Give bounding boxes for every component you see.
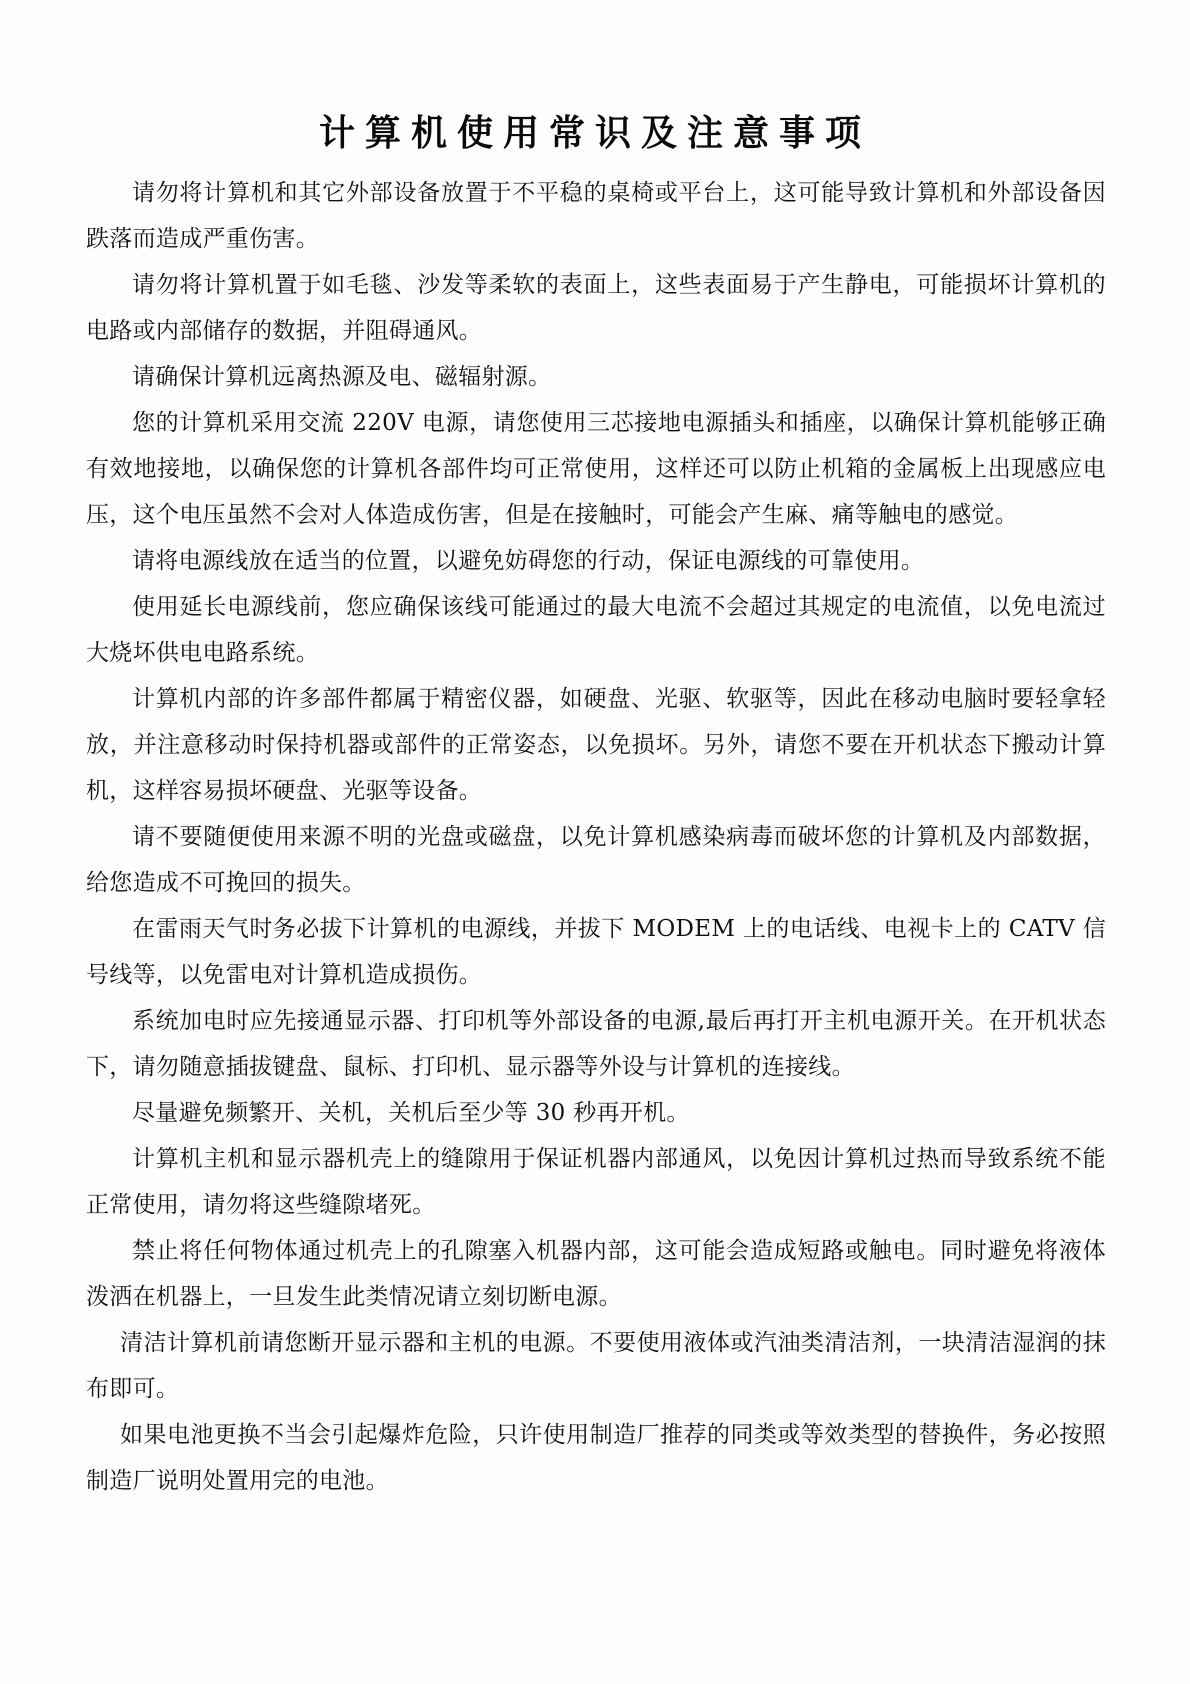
paragraph-3: 请确保计算机远离热源及电、磁辐射源。 bbox=[132, 364, 552, 390]
paragraph-11: 尽量避免频繁开、关机，关机后至少等 30 秒再开机。 bbox=[132, 1100, 690, 1126]
paragraph-12: 计算机主机和显示器机壳上的缝隙用于保证机器内部通风，以免因计算机过热而导致系统不能正常使用，请勿将这些缝隙堵死。 bbox=[86, 1146, 1106, 1218]
page-title: 计算机使用常识及注意事项 bbox=[318, 113, 871, 154]
paragraph-8: 请不要随便使用来源不明的光盘或磁盘，以免计算机感染病毒而破坏您的计算机及内部数据，给您造成不可挽回的损失。 bbox=[86, 824, 1106, 896]
paragraph-14: 清洁计算机前请您断开显示器和主机的电源。不要使用液体或汽油类清洁剂，一块清洁湿润的抹布即可。 bbox=[86, 1330, 1106, 1402]
paragraph-7: 计算机内部的许多部件都属于精密仪器，如硬盘、光驱、软驱等，因此在移动电脑时要轻拿轻放，并注意移动时保持机器或部件的正常姿态，以免损坏。另外，请您不要在开机状态下搬动计算机，这样容易损坏硬盘、光驱等设备。 bbox=[86, 686, 1106, 804]
paragraph-10: 系统加电时应先接通显示器、打印机等外部设备的电源,最后再打开主机电源开关。在开机状态下，请勿随意插拔键盘、鼠标、打印机、显示器等外设与计算机的连接线。 bbox=[86, 1008, 1106, 1080]
paragraph-13: 禁止将任何物体通过机壳上的孔隙塞入机器内部，这可能会造成短路或触电。同时避免将液体泼洒在机器上，一旦发生此类情况请立刻切断电源。 bbox=[86, 1238, 1106, 1310]
paragraph-15: 如果电池更换不当会引起爆炸危险，只许使用制造厂推荐的同类或等效类型的替换件，务必按照制造厂说明处置用完的电池。 bbox=[86, 1422, 1106, 1494]
paragraph-1: 请勿将计算机和其它外部设备放置于不平稳的桌椅或平台上，这可能导致计算机和外部设备因跌落而造成严重伤害。 bbox=[86, 180, 1106, 252]
paragraph-4: 您的计算机采用交流 220V 电源，请您使用三芯接地电源插头和插座，以确保计算机能够正确有效地接地，以确保您的计算机各部件均可正常使用，这样还可以防止机箱的金属板上出现感应电压，这个电压虽然不会对人体造成伤害，但是在接触时，可能会产生麻、痛等触电的感觉。 bbox=[86, 410, 1106, 528]
paragraph-2: 请勿将计算机置于如毛毯、沙发等柔软的表面上，这些表面易于产生静电，可能损坏计算机的电路或内部储存的数据，并阻碍通风。 bbox=[86, 272, 1106, 344]
paragraph-5: 请将电源线放在适当的位置，以避免妨碍您的行动，保证电源线的可靠使用。 bbox=[132, 548, 925, 574]
document-body bbox=[86, 170, 1106, 1504]
paragraph-9: 在雷雨天气时务必拔下计算机的电源线，并拔下 MODEM 上的电话线、电视卡上的 CATV 信号线等，以免雷电对计算机造成损伤。 bbox=[86, 916, 1106, 988]
paragraph-6: 使用延长电源线前，您应确保该线可能通过的最大电流不会超过其规定的电流值，以免电流过大烧坏供电电路系统。 bbox=[86, 594, 1106, 666]
